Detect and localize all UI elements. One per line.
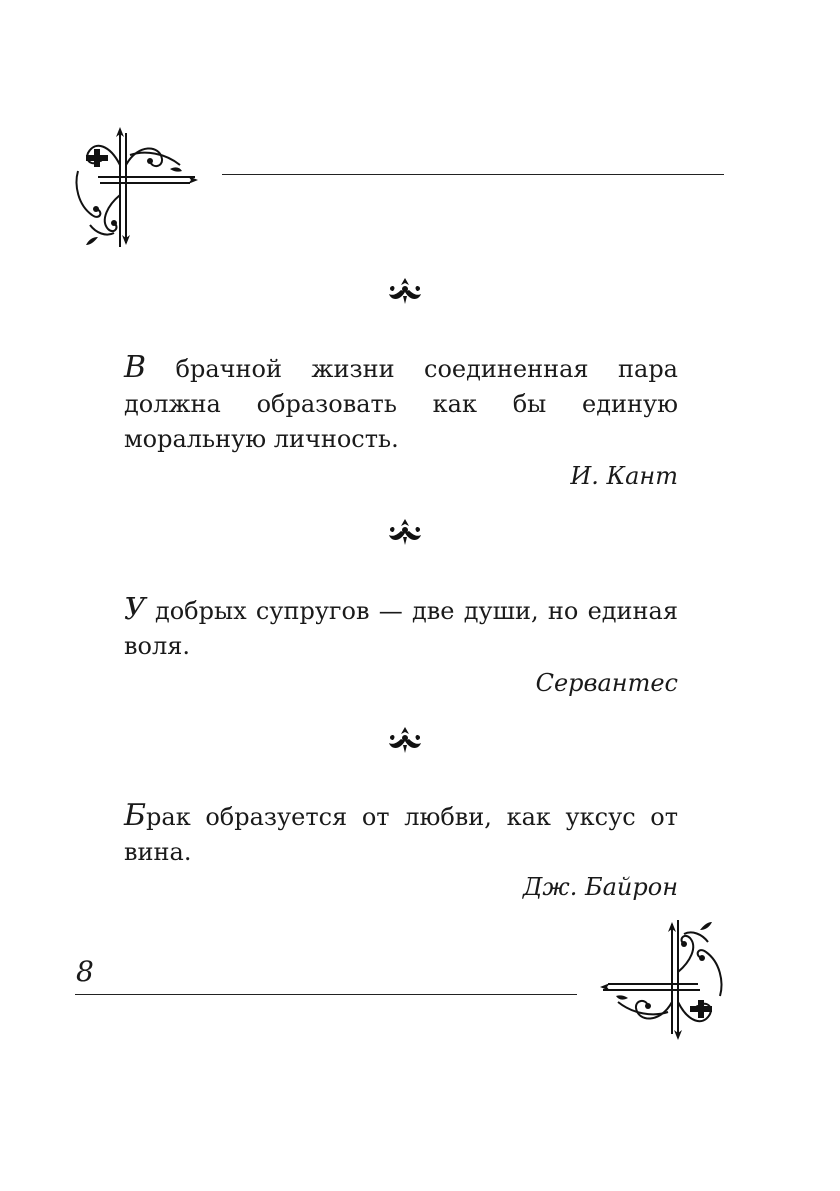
corner-ornament-icon — [598, 912, 728, 1042]
fleuron-icon — [387, 276, 423, 306]
page-number: 8 — [76, 955, 94, 988]
fleuron-icon — [387, 517, 423, 547]
quote-body: добрых супругов — две души, но единая воля. — [124, 597, 678, 660]
quote-text — [124, 592, 678, 664]
quote-body: брачной жизни соединенная пара должна образовать как бы единую моральную личность. — [124, 355, 678, 453]
quote-author: Дж. Байрон — [522, 873, 678, 901]
quote-block — [124, 350, 678, 494]
quote-block — [124, 592, 678, 701]
quote-author: Сервантес — [535, 669, 678, 697]
bottom-rule — [75, 994, 577, 995]
quote-initial: В — [124, 350, 147, 385]
quote-initial: У — [124, 592, 146, 627]
quote-text — [124, 350, 678, 457]
quote-author: И. Кант — [570, 462, 678, 490]
quote-body: рак образуется от любви, как уксус от вина. — [124, 803, 678, 866]
quote-block — [124, 798, 678, 905]
corner-ornament-icon — [70, 125, 200, 255]
quote-text — [124, 798, 678, 870]
fleuron-icon — [387, 725, 423, 755]
quote-initial: Б — [124, 798, 147, 833]
top-rule — [222, 174, 724, 175]
